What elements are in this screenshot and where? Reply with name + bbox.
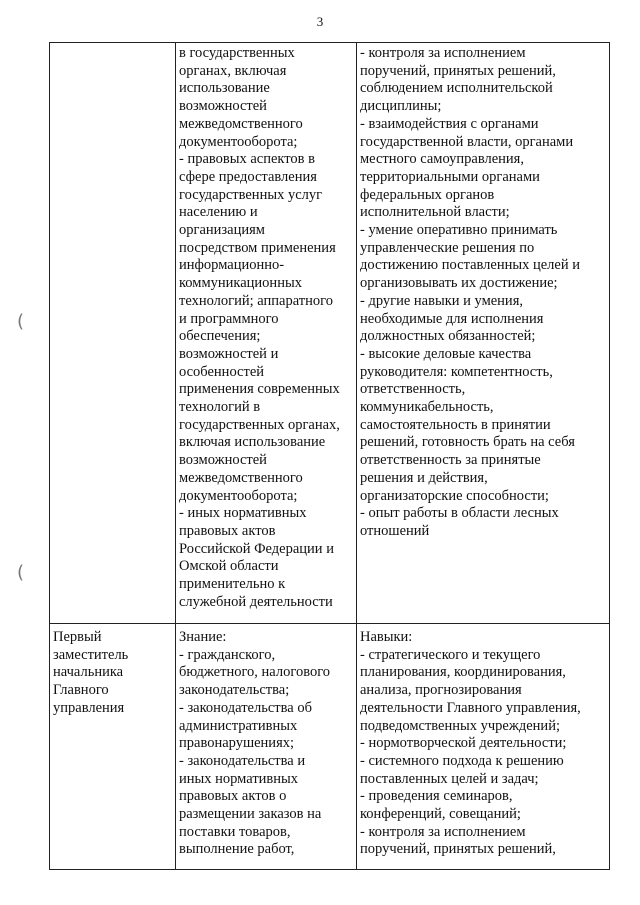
skills-cell: Навыки: - стратегического и текущего планирования, координирования, анализа, прогнозирования деятельности Главного управления, подведомственных учреждений; - нормотворческой деятельности; - системного подхода к решению поставленных целей и задач; - проведения семинаров, конференций, совещаний; - контроля за исполнением поручений, принятых решений, [357,624,610,870]
position-cell [50,43,176,624]
punch-hole-mark: ( [17,311,28,332]
skills-cell: - контроля за исполнением поручений, принятых решений, соблюдением исполнительской дисциплины; - взаимодействия с органами государственной власти, органами местного самоуправления, территориальными органами федеральных органов исполнительной власти; - умение оперативно принимать управленческие решения по достижению поставленных целей и организовывать их достижение; - другие навыки и умения, необходимые для исполнения должностных обязанностей; - высокие деловые качества руководителя: компетентность, ответственность, коммуникабельность, самостоятельность в принятии решений, готовность брать на себя ответственность за принятые решения и действия, организаторские способности; - опыт работы в области лесных отношений [357,43,610,624]
table-row [50,624,610,870]
table-row [50,43,610,624]
knowledge-cell: в государственных органах, включая использование возможностей межведомственного документооборота; - правовых аспектов в сфере предоставления государственных услуг населению и организациям посредством применения информационно- коммуникационных технологий; аппаратного и программного обеспечения; возможностей и особенностей применения современных технологий в государственных органах, включая использование возможностей межведомственного документооборота; - иных нормативных правовых актов Российской Федерации и Омской области применительно к служебной деятельности [176,43,357,624]
page-number: 3 [316,14,324,29]
position-cell: Первый заместитель начальника Главного управления [50,624,176,870]
qualification-table [49,42,610,870]
punch-hole-mark: ( [17,562,28,583]
knowledge-cell: Знание: - гражданского, бюджетного, налогового законодательства; - законодательства об административных правонарушениях; - законодательства и иных нормативных правовых актов о размещении заказов на поставки товаров, выполнение работ, [176,624,357,870]
